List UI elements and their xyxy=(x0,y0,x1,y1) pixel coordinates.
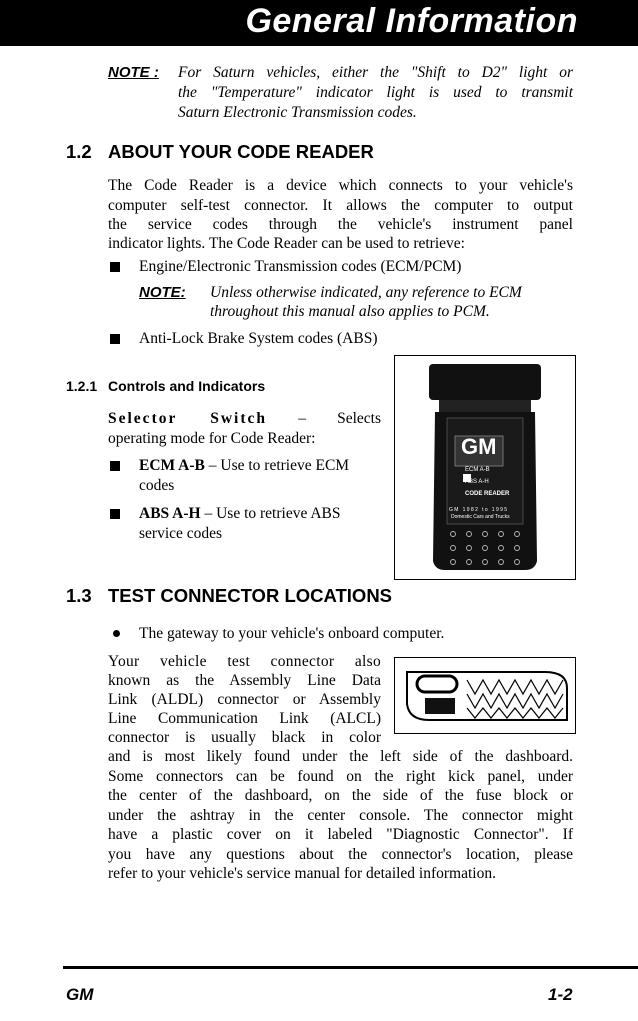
note-line: Saturn Electronic Transmission codes. xyxy=(178,104,417,121)
body-line: computer self-test connector. It allows the computer to output xyxy=(108,197,573,214)
square-bullet-icon xyxy=(110,334,120,344)
device-brand: GM xyxy=(461,434,497,459)
square-bullet-icon xyxy=(110,461,120,471)
round-bullet-icon xyxy=(113,630,120,637)
footer-brand: GM xyxy=(66,985,94,1004)
body-line: have a plastic cover on it labeled "Diagnostic Connector". If xyxy=(108,826,573,843)
connector-illustration xyxy=(394,657,576,734)
note-line: For Saturn vehicles, either the "Shift to D2" light or xyxy=(178,64,573,81)
list-item-abs-cont: service codes xyxy=(139,525,223,542)
body-line: Some connectors can be found on the right kick panel, under xyxy=(108,768,573,785)
body-line: you have any questions about the connector's location, please xyxy=(108,846,573,863)
body-line: connector is usually black in color xyxy=(108,729,381,746)
note-line: throughout this manual also applies to PCM. xyxy=(210,303,490,320)
square-bullet-icon xyxy=(110,509,120,519)
device-years: G M 1 9 8 2 t o 1 9 9 5 xyxy=(449,507,508,513)
body-line: the center of the dashboard, on the side of the fuse block or xyxy=(108,787,573,804)
note-label: NOTE : xyxy=(108,64,159,81)
device-product-name: CODE READER xyxy=(465,491,510,497)
list-item: Anti-Lock Brake System codes (ABS) xyxy=(139,330,378,347)
body-line: refer to your vehicle's service manual for detailed information. xyxy=(108,865,496,882)
section-heading: ABOUT YOUR CODE READER xyxy=(108,141,374,162)
body-line: under the ashtray in the center console. The connector might xyxy=(108,807,573,824)
page-header xyxy=(0,0,638,46)
list-item-ecm-cont: codes xyxy=(139,477,175,494)
body-line: Line Communication Link (ALCL) xyxy=(108,710,381,727)
body-line: and is most likely found under the left side of the dashboard. xyxy=(108,748,573,765)
body-line: Link (ALDL) connector or Assembly xyxy=(108,691,381,708)
body-line: The Code Reader is a device which connects to your vehicle's xyxy=(108,177,573,194)
page-title: General Information xyxy=(245,2,578,40)
list-item-ecm: ECM A-B – Use to retrieve ECM xyxy=(139,457,350,474)
note-line: the "Temperature" indicator light is used to transmit xyxy=(178,84,573,101)
subsection-number: 1.2.1 xyxy=(66,378,98,394)
device-switch-label-ecm: ECM A-B xyxy=(465,467,490,473)
page-number: 1-2 xyxy=(548,985,573,1004)
body-line: Your vehicle test connector also xyxy=(108,653,381,670)
body-line: known as the Assembly Line Data xyxy=(108,672,381,689)
section-number: 1.2 xyxy=(66,141,92,162)
list-item: Engine/Electronic Transmission codes (ECM/PCM) xyxy=(139,258,462,275)
footer-divider xyxy=(63,966,638,969)
device-coverage: Domestic Cars and Trucks xyxy=(451,514,510,520)
list-item-abs: ABS A-H – Use to retrieve ABS xyxy=(139,505,341,522)
body-line: the service codes through the vehicle's instrument panel xyxy=(108,216,573,233)
body-line: operating mode for Code Reader: xyxy=(108,430,316,447)
note-label: NOTE: xyxy=(139,284,186,301)
selector-switch-line: Selector Switch – Selects xyxy=(108,410,382,427)
list-item: The gateway to your vehicle's onboard computer. xyxy=(139,625,445,642)
subsection-heading: Controls and Indicators xyxy=(108,378,266,394)
section-number: 1.3 xyxy=(66,585,92,606)
note-line: Unless otherwise indicated, any reference to ECM xyxy=(210,284,522,301)
section-heading: TEST CONNECTOR LOCATIONS xyxy=(108,585,393,606)
square-bullet-icon xyxy=(110,262,120,272)
device-switch-label-abs: ABS A-H xyxy=(465,479,489,485)
body-line: indicator lights. The Code Reader can be used to retrieve: xyxy=(108,235,465,252)
code-reader-illustration xyxy=(394,355,576,580)
